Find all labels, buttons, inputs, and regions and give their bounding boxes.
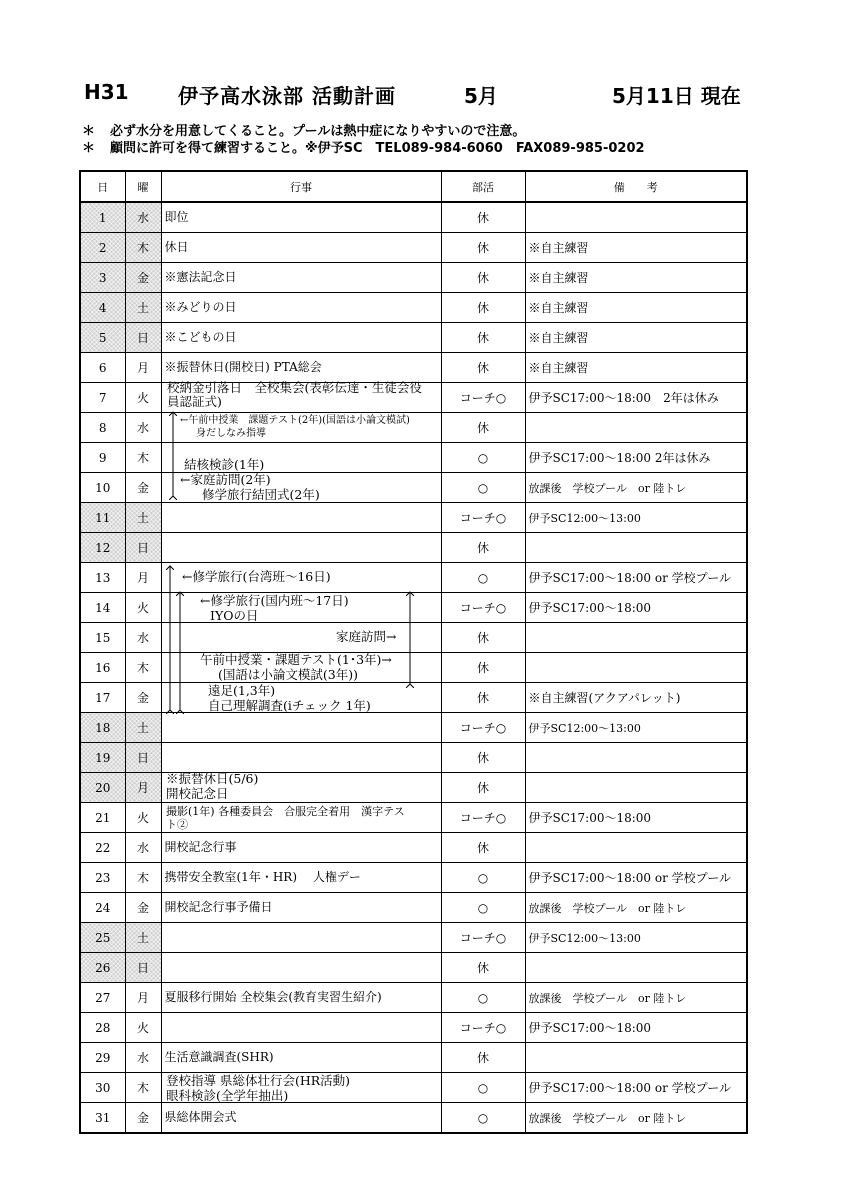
day-cell: 17 [80,683,125,713]
weekday-cell: 日 [125,533,161,563]
event-cell [161,533,441,563]
day-cell: 30 [80,1073,125,1103]
club-cell: ○ [441,473,525,503]
club-cell: 休 [441,533,525,563]
day-cell: 13 [80,563,125,593]
table-header-row [80,171,747,202]
club-cell: ○ [441,893,525,923]
day-cell: 20 [80,773,125,803]
note-cell: 放課後 学校プール or 陸トレ [525,1103,747,1134]
note-cell [525,533,747,563]
event-text-r7-1: 校納金引落日 全校集会(表彰伝達・生徒会役 [167,380,422,395]
note-cell [525,743,747,773]
club-cell: ○ [441,983,525,1013]
club-cell: 休 [441,743,525,773]
page-title: 伊予高水泳部 活動計画 [178,84,396,108]
table-row [80,443,747,473]
club-cell: 休 [441,683,525,713]
event-text-r7-2: 員認証式) [167,394,222,409]
club-cell: 休 [441,773,525,803]
table-row [80,953,747,983]
table-row [80,563,747,593]
club-cell: コーチ○ [441,1013,525,1043]
day-cell: 27 [80,983,125,1013]
note-cell: 伊予SC12:00～13:00 [525,713,747,743]
note-cell: ※自主練習 [525,293,747,323]
club-cell: ○ [441,443,525,473]
month-label: 5月 [464,84,498,108]
event-cell: ※こどもの日 [161,323,441,353]
club-cell: 休 [441,263,525,293]
table-row [80,202,747,233]
col-event: 行事 [161,171,441,202]
club-cell: 休 [441,623,525,653]
notes [82,123,645,157]
event-text-r10-2: 修学旅行結団式(2年) [202,487,320,502]
day-cell: 31 [80,1103,125,1134]
table-row [80,533,747,563]
note-cell [525,953,747,983]
day-cell: 1 [80,202,125,233]
club-cell: コーチ○ [441,923,525,953]
note-cell: ※自主練習 [525,263,747,293]
table-row [80,893,747,923]
weekday-cell: 水 [125,413,161,443]
club-cell: 休 [441,653,525,683]
day-cell: 18 [80,713,125,743]
note-cell: 放課後 学校プール or 陸トレ [525,473,747,503]
day-cell: 9 [80,443,125,473]
note-cell [525,413,747,443]
table-row [80,923,747,953]
club-cell: ○ [441,1073,525,1103]
event-cell: 生活意識調査(SHR) [161,1043,441,1073]
day-cell: 16 [80,653,125,683]
col-weekday: 曜 [125,171,161,202]
page-header [0,80,848,110]
table-row [80,323,747,353]
weekday-cell: 木 [125,233,161,263]
weekday-cell: 日 [125,743,161,773]
event-text-r30-2: 眼科検診(全学年抽出) [166,1088,289,1103]
table-row [80,1103,747,1134]
weekday-cell: 日 [125,953,161,983]
weekday-cell: 金 [125,683,161,713]
table-row [80,1043,747,1073]
weekday-cell: 月 [125,563,161,593]
event-text-r21-1: 撮影(1年) 各種委員会 合服完全着用 漢字テス [166,805,405,818]
note-cell [525,623,747,653]
note-cell [525,202,747,233]
table-row [80,353,747,383]
event-cell [161,503,441,533]
table-row [80,653,747,683]
note-cell: 伊予SC17:00～18:00 or 学校プール [525,863,747,893]
weekday-cell: 火 [125,593,161,623]
club-cell: 休 [441,233,525,263]
day-cell: 24 [80,893,125,923]
event-text-r20-1: ※振替休日(5/6) [166,771,259,786]
note-cell [525,773,747,803]
event-cell [161,1013,441,1043]
day-cell: 19 [80,743,125,773]
note-cell: 伊予SC17:00～18:00 [525,593,747,623]
event-cell: ※憲法記念日 [161,263,441,293]
note-cell [525,653,747,683]
event-cell: 開校記念行事 [161,833,441,863]
day-cell: 28 [80,1013,125,1043]
event-text-r21-2: ト② [166,818,188,831]
event-cell: 即位 [161,202,441,233]
table-row [80,1013,747,1043]
weekday-cell: 金 [125,263,161,293]
table-row [80,503,747,533]
weekday-cell: 木 [125,653,161,683]
schedule-table [79,170,748,1134]
event-cell: 県総体開会式 [161,1103,441,1134]
club-cell: 休 [441,353,525,383]
day-cell: 21 [80,803,125,833]
event-cell: ※振替休日(開校日) PTA総会 [161,353,441,383]
event-text-r10-1: ←家庭訪問(2年) [180,472,271,487]
day-cell: 2 [80,233,125,263]
day-cell: 8 [80,413,125,443]
event-text-r8-2: 身だしなみ指導 [196,428,266,439]
col-club: 部活 [441,171,525,202]
event-cell: 夏服移行開始 全校集会(教育実習生紹介) [161,983,441,1013]
table-row [80,233,747,263]
day-cell: 11 [80,503,125,533]
weekday-cell: 土 [125,293,161,323]
note-cell: 放課後 学校プール or 陸トレ [525,893,747,923]
note-cell [525,833,747,863]
col-note: 備 考 [525,171,747,202]
event-cell: ※みどりの日 [161,293,441,323]
day-cell: 12 [80,533,125,563]
club-cell: ○ [441,563,525,593]
day-cell: 6 [80,353,125,383]
day-cell: 22 [80,833,125,863]
club-cell: コーチ○ [441,713,525,743]
table-row [80,983,747,1013]
club-cell: ○ [441,1103,525,1134]
day-cell: 15 [80,623,125,653]
day-cell: 10 [80,473,125,503]
day-cell: 7 [80,383,125,413]
weekday-cell: 月 [125,773,161,803]
day-cell: 23 [80,863,125,893]
event-text-r15: 家庭訪問→ [336,629,397,644]
weekday-cell: 火 [125,383,161,413]
weekday-cell: 木 [125,863,161,893]
event-text-r9: 結核検診(1年) [184,457,265,472]
note-cell: 伊予SC17:00～18:00 2年は休み [525,443,747,473]
note-cell [525,1043,747,1073]
note-cell: ※自主練習 [525,233,747,263]
event-cell: 開校記念行事予備日 [161,893,441,923]
weekday-cell: 金 [125,1103,161,1134]
table-row [80,743,747,773]
table-row [80,293,747,323]
weekday-cell: 土 [125,503,161,533]
table-row [80,833,747,863]
note-cell: 伊予SC17:00～18:00 2年は休み [525,383,747,413]
note-cell: 伊予SC17:00～18:00 or 学校プール [525,563,747,593]
event-cell: 休日 [161,233,441,263]
year-label: H31 [84,80,129,104]
table-row [80,263,747,293]
day-cell: 5 [80,323,125,353]
event-cell [161,953,441,983]
club-cell: ○ [441,863,525,893]
club-cell: 休 [441,1043,525,1073]
weekday-cell: 木 [125,1073,161,1103]
weekday-cell: 水 [125,623,161,653]
table-row [80,863,747,893]
club-cell: コーチ○ [441,503,525,533]
weekday-cell: 月 [125,983,161,1013]
weekday-cell: 日 [125,323,161,353]
weekday-cell: 水 [125,833,161,863]
club-cell: 休 [441,953,525,983]
day-cell: 3 [80,263,125,293]
event-text-r17-2: 自己理解調査(iチェック 1年) [208,698,371,713]
event-cell [161,713,441,743]
event-text-r14-2: IYOの日 [210,608,259,623]
weekday-cell: 金 [125,473,161,503]
event-text-r8-1: ←午前中授業 課題テスト(2年)(国語は小論文模試) [180,415,410,426]
club-cell: 休 [441,323,525,353]
club-cell: コーチ○ [441,593,525,623]
table-row [80,623,747,653]
note-cell: 伊予SC12:00～13:00 [525,503,747,533]
col-day: 日 [80,171,125,202]
weekday-cell: 火 [125,1013,161,1043]
weekday-cell: 水 [125,202,161,233]
club-cell: コーチ○ [441,803,525,833]
day-cell: 29 [80,1043,125,1073]
club-cell: 休 [441,833,525,863]
weekday-cell: 土 [125,923,161,953]
day-cell: 26 [80,953,125,983]
table-row [80,713,747,743]
weekday-cell: 木 [125,443,161,473]
weekday-cell: 金 [125,893,161,923]
event-text-r13: ←修学旅行(台湾班～16日) [182,569,331,584]
note-cell: 伊予SC17:00～18:00 [525,1013,747,1043]
club-cell: 休 [441,202,525,233]
event-text-r30-1: 登校指導 県総体壮行会(HR活動) [166,1073,351,1088]
club-cell: コーチ○ [441,383,525,413]
day-cell: 14 [80,593,125,623]
table-row [80,683,747,713]
note-cell: 伊予SC12:00～13:00 [525,923,747,953]
note-cell: 伊予SC17:00～18:00 [525,803,747,833]
day-cell: 25 [80,923,125,953]
event-text-r20-2: 開校記念日 [166,786,229,801]
weekday-cell: 水 [125,1043,161,1073]
table-row [80,593,747,623]
club-cell: 休 [441,293,525,323]
club-cell: 休 [441,413,525,443]
event-cell [161,623,441,653]
weekday-cell: 土 [125,713,161,743]
note-line: ＊ 必ず水分を用意してくること。プールは熱中症になりやすいので注意。 [82,124,526,139]
note-cell: ※自主練習(アクアパレット) [525,683,747,713]
as-of-date: 5月11日 現在 [612,84,741,108]
event-cell [161,923,441,953]
note-cell: 放課後 学校プール or 陸トレ [525,983,747,1013]
day-cell: 4 [80,293,125,323]
note-cell: 伊予SC17:00～18:00 or 学校プール [525,1073,747,1103]
event-text-r14-1: ←修学旅行(国内班～17日) [200,593,349,608]
note-cell: ※自主練習 [525,353,747,383]
note-cell: ※自主練習 [525,323,747,353]
event-cell: 携帯安全教室(1年・HR) 人権デー [161,863,441,893]
event-text-r17-1: 遠足(1,3年) [208,683,276,698]
note-line: ＊ 顧問に許可を得て練習すること。※伊予SC TEL089-984-6060 FAX089-985-0202 [82,141,645,156]
event-text-r16-1: 午前中授業・課題テスト(1･3年)→ [200,652,392,667]
event-cell [161,743,441,773]
weekday-cell: 火 [125,803,161,833]
weekday-cell: 月 [125,353,161,383]
event-text-r16-2: (国語は小論文模試(3年)) [218,667,358,682]
